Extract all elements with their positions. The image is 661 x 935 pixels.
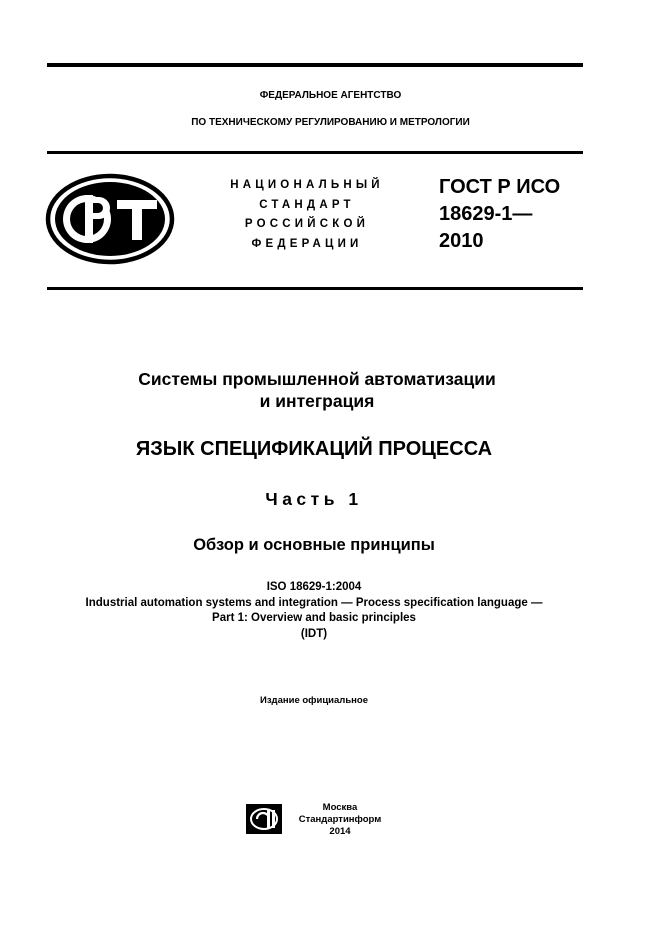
publisher-info <box>290 802 390 838</box>
gost-line-2: 18629-1— <box>439 203 533 225</box>
part-label: Часть 1 <box>265 489 363 509</box>
gost-line-3: 2010 <box>439 230 484 252</box>
standartinform-logo-icon <box>245 803 283 835</box>
iso-title-line-2: Part 1: Overview and basic principles <box>212 612 416 624</box>
iso-title-line-1: Industrial automation systems and integration — Process specification language — <box>85 596 543 609</box>
rst-gost-emblem-icon <box>45 173 175 265</box>
standard-type-line-4: ФЕДЕРАЦИИ <box>251 237 363 250</box>
publisher-city: Москва <box>322 802 358 813</box>
block-rule <box>47 287 583 290</box>
publisher-name: Стандартинформ <box>298 814 382 825</box>
standard-type-line-3: РОССИЙСКОЙ <box>244 218 370 230</box>
edition-label: Издание официальное <box>260 695 368 706</box>
standard-type <box>212 176 402 254</box>
standard-type-line-1: НАЦИОНАЛЬНЫЙ <box>230 179 384 191</box>
gost-designation <box>439 174 589 255</box>
subtitle: Обзор и основные принципы <box>193 536 435 554</box>
iso-code: ISO 18629-1:2004 <box>266 581 362 593</box>
agency-line-2: ПО ТЕХНИЧЕСКОМУ РЕГУЛИРОВАНИЮ И МЕТРОЛОГИИ <box>191 117 470 128</box>
main-title: ЯЗЫК СПЕЦИФИКАЦИЙ ПРОЦЕССА <box>135 438 493 460</box>
header-rule <box>47 151 583 154</box>
title-line-2: и интеграция <box>259 391 375 411</box>
iso-idt: (IDT) <box>300 627 328 640</box>
agency-line-1: ФЕДЕРАЛЬНОЕ АГЕНТСТВО <box>259 90 402 101</box>
top-rule <box>47 63 583 67</box>
iso-reference <box>0 580 628 642</box>
publisher-year: 2014 <box>329 826 351 837</box>
title-line-1: Системы промышленной автоматизации <box>138 369 496 389</box>
standard-type-line-2: СТАНДАРТ <box>259 198 355 211</box>
gost-line-1: ГОСТ Р ИСО <box>439 176 561 198</box>
